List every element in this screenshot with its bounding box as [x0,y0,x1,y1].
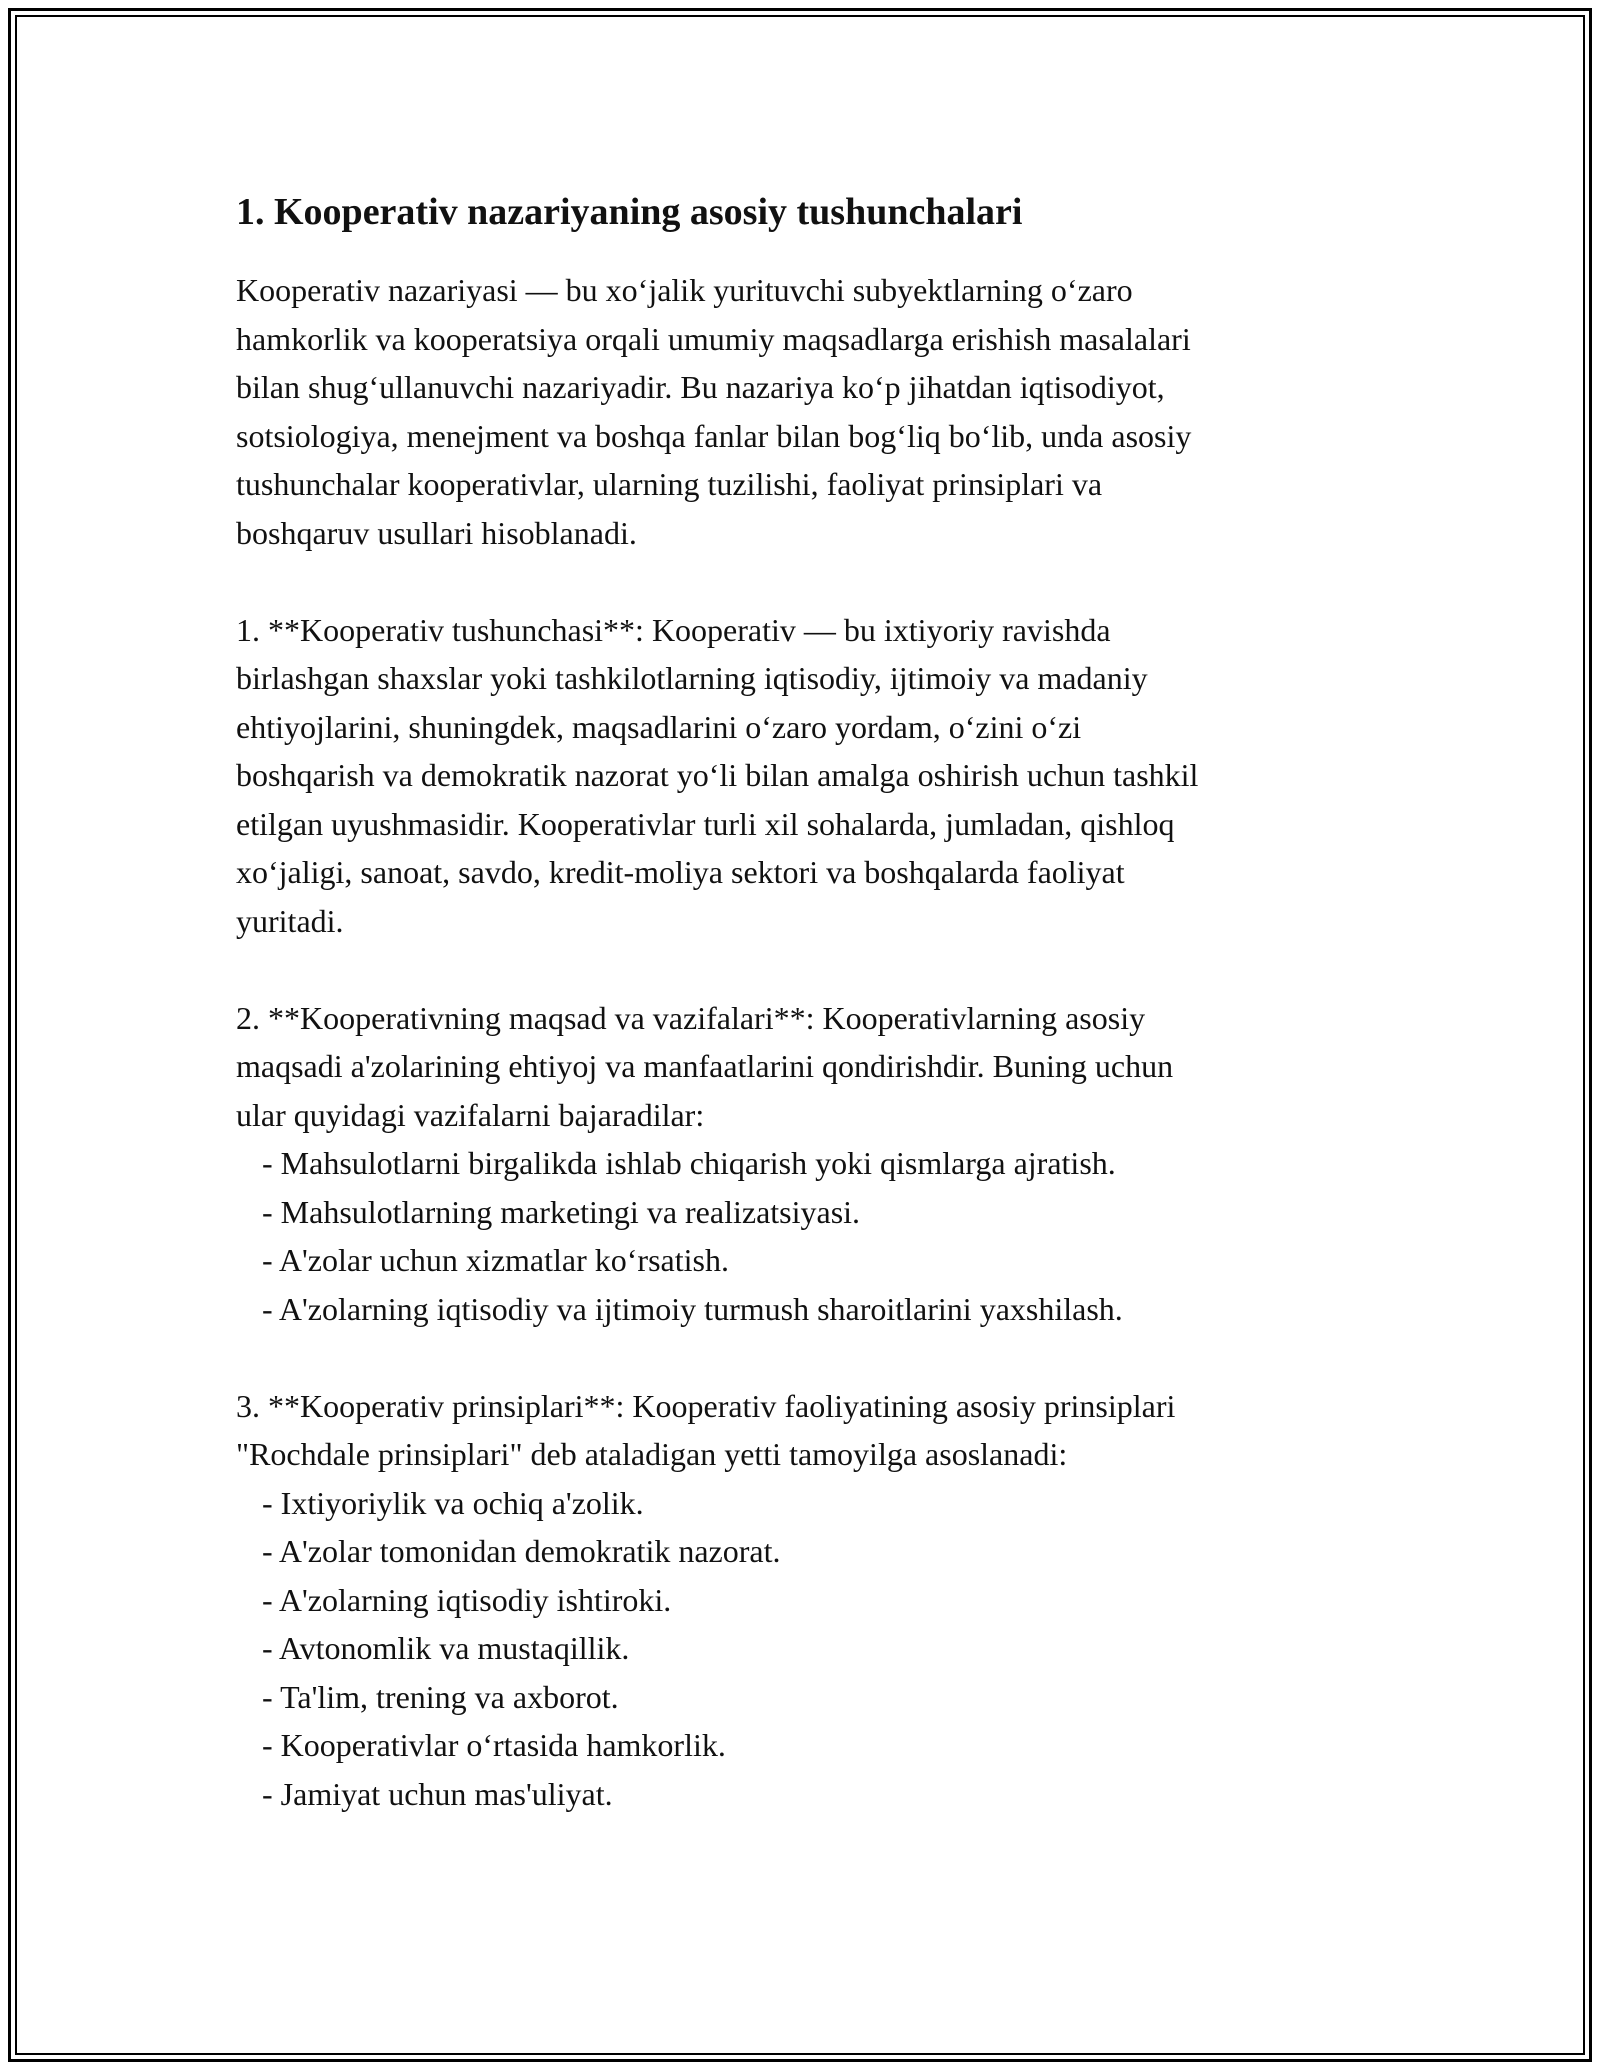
intro-line: sotsiologiya, menejment va boshqa fanlar bilan bog‘liq bo‘lib, unda asosiy [236,417,1192,454]
section-2-bullet: - Mahsulotlarni birgalikda ishlab chiqarish yoki qismlarga ajratish. [262,1145,1116,1181]
section-1-line: etilgan uyushmasidir. Kooperativlar turli xil sohalarda, jumladan, qishloq [236,805,1175,842]
section-1-line: birlashgan shaxslar yoki tashkilotlarning iqtisodiy, ijtimoiy va madaniy [236,660,1148,696]
section-3-bullet: - Kooperativlar o‘rtasida hamkorlik. [262,1727,726,1763]
paragraph-gap [236,1333,1366,1382]
section-2-bullet: - Mahsulotlarning marketingi va realizatsiyasi. [262,1193,861,1230]
intro-line: tushunchalar kooperativlar, ularning tuzilishi, faoliyat prinsiplari va [236,466,1103,502]
section-1-line: 1. **Kooperativ tushunchasi**: Kooperativ — bu ixtiyoriy ravishda [236,611,1111,648]
section-2-bullet: - A'zolar uchun xizmatlar ko‘rsatish. [262,1242,729,1278]
document-title: 1. Kooperativ nazariyaning asosiy tushunchalari [236,191,1023,233]
section-3-bullet: - A'zolar tomonidan demokratik nazorat. [262,1533,781,1569]
section-1-line: yuritadi. [236,902,344,939]
intro-line: hamkorlik va kooperatsiya orqali umumiy maqsadlarga erishish masalalari [236,320,1191,357]
section-3-bullet: - Avtonomlik va mustaqillik. [262,1630,630,1666]
section-3-line: "Rochdale prinsiplari" deb ataladigan yetti tamoyilga asoslanadi: [236,1436,1068,1472]
section-3-bullet: - Jamiyat uchun mas'uliyat. [262,1775,613,1812]
section-2-paragraph [236,994,1366,1334]
section-3-bullet: - A'zolarning iqtisodiy ishtiroki. [262,1581,672,1618]
section-2-bullet: - A'zolarning iqtisodiy va ijtimoiy turmush sharoitlarini yaxshilash. [262,1290,1123,1327]
section-1-paragraph [236,606,1366,946]
section-2-line: maqsadi a'zolarining ehtiyoj va manfaatlarini qondirishdir. Buning uchun [236,1048,1174,1084]
intro-line: bilan shug‘ullanuvchi nazariyadir. Bu nazariya ko‘p jihatdan iqtisodiyot, [236,369,1165,405]
section-3-bullet: - Ta'lim, trening va axborot. [262,1678,619,1715]
section-3-bullet: - Ixtiyoriylik va ochiq a'zolik. [262,1484,644,1521]
section-2-line: 2. **Kooperativning maqsad va vazifalari**: Kooperativlarning asosiy [236,999,1146,1036]
section-2-line: ular quyidagi vazifalarni bajaradilar: [236,1096,705,1133]
section-1-line: boshqarish va demokratik nazorat yo‘li bilan amalga oshirish uchun tashkil [236,757,1199,793]
paragraph-gap [236,945,1366,994]
section-3-paragraph [236,1382,1366,1819]
intro-line: boshqaruv usullari hisoblanadi. [236,514,637,551]
document-body [236,188,1366,1818]
intro-line: Kooperativ nazariyasi — bu xo‘jalik yurituvchi subyektlarning o‘zaro [236,272,1133,308]
paragraph-gap [236,557,1366,606]
intro-paragraph [236,266,1366,557]
section-1-line: xo‘jaligi, sanoat, savdo, kredit-moliya sektori va boshqalarda faoliyat [236,854,1125,890]
section-1-line: ehtiyojlarini, shuningdek, maqsadlarini o‘zaro yordam, o‘zini o‘zi [236,708,1082,745]
section-3-line: 3. **Kooperativ prinsiplari**: Kooperativ faoliyatining asosiy prinsiplari [236,1387,1176,1424]
